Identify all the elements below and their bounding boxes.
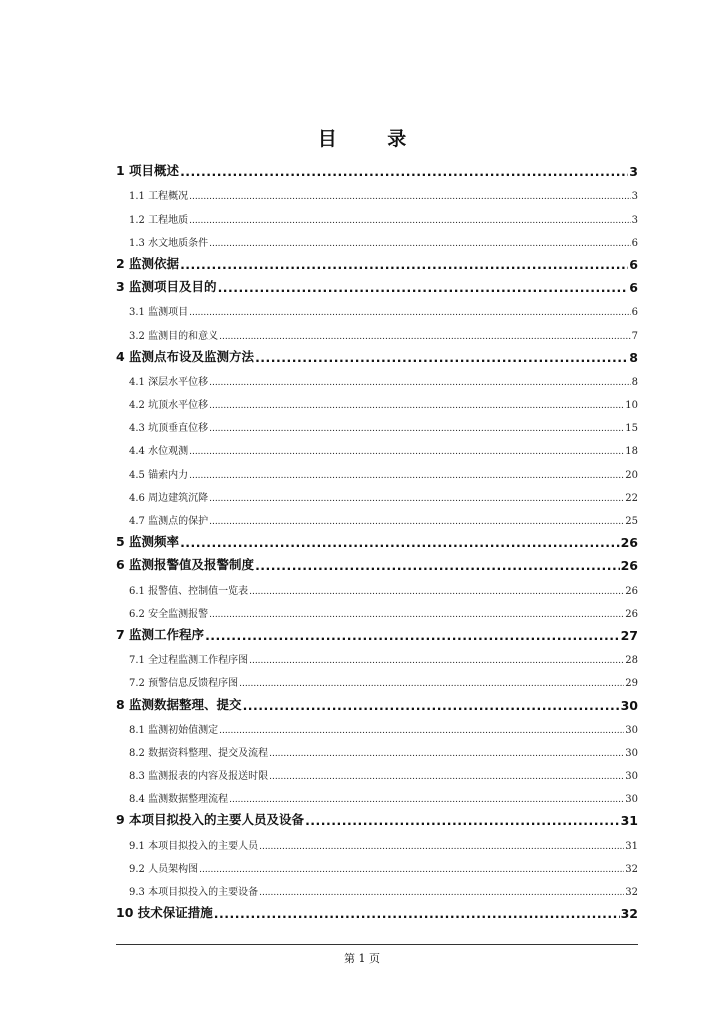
toc-entry-page: 3 xyxy=(631,191,638,203)
toc-entry-chapter[interactable] xyxy=(116,550,638,573)
toc-entry-chapter[interactable] xyxy=(116,527,638,550)
toc-entry-label: 4.7 监测点的保护 xyxy=(129,516,209,527)
toc-entry-label: 9.1 本项目拟投入的主要人员 xyxy=(129,840,259,852)
toc-entry-section[interactable] xyxy=(116,388,638,411)
toc-entry-label: 10 技术保证措施 xyxy=(116,905,213,921)
toc-entry-page: 6 xyxy=(631,307,638,319)
toc-entry-label: 4.4 水位观测 xyxy=(129,446,189,458)
toc-entry-label: 8.3 监测报表的内容及报送时限 xyxy=(129,771,269,783)
toc-dot-leader xyxy=(305,816,620,829)
toc-dot-leader xyxy=(180,259,628,272)
toc-dot-leader xyxy=(209,401,624,411)
toc-entry-page: 8 xyxy=(629,349,638,365)
toc-dot-leader xyxy=(180,538,620,551)
toc-entry-chapter[interactable] xyxy=(116,272,638,295)
toc-entry-page: 7 xyxy=(631,330,638,342)
toc-entry-label: 4.2 坑顶水平位移 xyxy=(129,400,209,412)
toc-entry-section[interactable] xyxy=(116,828,638,851)
toc-dot-leader xyxy=(209,378,631,388)
toc-entry-chapter[interactable] xyxy=(116,249,638,272)
toc-entry-label: 2 监测依据 xyxy=(116,255,180,271)
toc-entry-page: 30 xyxy=(625,747,638,759)
toc-entry-section[interactable] xyxy=(116,457,638,480)
toc-dot-leader xyxy=(189,216,631,226)
toc-entry-page: 6 xyxy=(629,280,638,296)
toc-dot-leader xyxy=(214,909,620,922)
toc-entry-section[interactable] xyxy=(116,226,638,249)
toc-dot-leader xyxy=(255,352,628,365)
toc-entry-label: 1 项目概述 xyxy=(116,163,180,179)
toc-entry-label: 3.2 监测目的和意义 xyxy=(129,330,219,342)
toc-dot-leader xyxy=(180,167,628,180)
toc-dot-leader xyxy=(189,308,631,318)
toc-entry-chapter[interactable] xyxy=(116,689,638,712)
table-of-contents xyxy=(116,156,638,921)
toc-entry-chapter[interactable] xyxy=(116,156,638,179)
toc-dot-leader xyxy=(229,795,624,805)
toc-entry-page: 6 xyxy=(631,237,638,249)
toc-entry-label: 3 监测项目及目的 xyxy=(116,279,217,295)
footer-divider xyxy=(116,944,638,945)
toc-entry-label: 8.4 监测数据整理流程 xyxy=(129,794,229,806)
toc-entry-page: 6 xyxy=(629,256,638,272)
toc-entry-section[interactable] xyxy=(116,782,638,805)
toc-dot-leader xyxy=(199,865,624,875)
toc-entry-label: 8.2 数据资料整理、提交及流程 xyxy=(129,747,269,759)
toc-dot-leader xyxy=(189,192,631,202)
toc-entry-section[interactable] xyxy=(116,597,638,620)
toc-entry-page: 32 xyxy=(625,887,638,898)
toc-entry-page: 32 xyxy=(625,863,638,875)
toc-dot-leader xyxy=(189,447,624,457)
toc-entry-label: 4.6 周边建筑沉降 xyxy=(129,492,209,504)
toc-entry-page: 30 xyxy=(625,724,638,736)
toc-entry-label: 4.3 坑顶垂直位移 xyxy=(129,423,209,435)
toc-entry-page: 30 xyxy=(625,771,638,783)
toc-entry-section[interactable] xyxy=(116,295,638,318)
toc-entry-page: 26 xyxy=(620,558,638,574)
toc-entry-section[interactable] xyxy=(116,504,638,527)
toc-entry-page: 20 xyxy=(625,469,638,481)
toc-entry-label: 9 本项目拟投入的主要人员及设备 xyxy=(116,812,305,828)
toc-dot-leader xyxy=(239,679,624,689)
toc-dot-leader xyxy=(259,888,624,898)
toc-entry-label: 6 监测报警值及报警制度 xyxy=(116,557,255,573)
toc-entry-page: 3 xyxy=(629,164,638,180)
toc-entry-section[interactable] xyxy=(116,666,638,689)
toc-dot-leader xyxy=(209,424,624,434)
toc-entry-section[interactable] xyxy=(116,365,638,388)
toc-entry-page: 18 xyxy=(625,446,638,458)
toc-entry-section[interactable] xyxy=(116,434,638,457)
toc-entry-page: 26 xyxy=(625,608,638,620)
toc-dot-leader xyxy=(269,749,624,759)
toc-entry-chapter[interactable] xyxy=(116,898,638,921)
toc-entry-page: 29 xyxy=(625,678,638,690)
toc-entry-label: 9.3 本项目拟投入的主要设备 xyxy=(129,887,259,898)
toc-entry-section[interactable] xyxy=(116,573,638,596)
toc-dot-leader xyxy=(219,332,631,342)
toc-entry-page: 25 xyxy=(625,516,638,527)
toc-entry-page: 22 xyxy=(625,492,638,504)
toc-entry-label: 3.1 监测项目 xyxy=(129,307,189,319)
toc-dot-leader xyxy=(219,726,624,736)
toc-entry-section[interactable] xyxy=(116,759,638,782)
toc-entry-section[interactable] xyxy=(116,643,638,666)
toc-entry-label: 5 监测频率 xyxy=(116,534,180,550)
toc-dot-leader xyxy=(269,772,624,782)
toc-entry-page: 26 xyxy=(620,535,638,551)
toc-entry-page: 27 xyxy=(620,627,638,643)
toc-entry-chapter[interactable] xyxy=(116,805,638,828)
toc-dot-leader xyxy=(209,494,624,504)
toc-entry-label: 4.5 锚索内力 xyxy=(129,469,189,481)
toc-entry-chapter[interactable] xyxy=(116,342,638,365)
toc-entry-section[interactable] xyxy=(116,852,638,875)
toc-entry-section[interactable] xyxy=(116,318,638,341)
toc-entry-section[interactable] xyxy=(116,875,638,898)
toc-dot-leader xyxy=(189,471,624,481)
page-title: 目 录 xyxy=(317,128,429,150)
toc-entry-page: 10 xyxy=(625,400,638,412)
toc-entry-section[interactable] xyxy=(116,736,638,759)
toc-entry-chapter[interactable] xyxy=(116,620,638,643)
toc-entry-page: 28 xyxy=(625,655,638,667)
toc-entry-label: 1.3 水文地质条件 xyxy=(129,237,209,249)
page-number: 第 1 页 xyxy=(344,952,380,965)
toc-entry-page: 3 xyxy=(631,214,638,226)
toc-dot-leader xyxy=(218,283,629,296)
toc-entry-page: 30 xyxy=(620,697,638,713)
toc-dot-leader xyxy=(205,630,620,643)
toc-entry-label: 7.2 预警信息反馈程序图 xyxy=(129,678,239,690)
toc-entry-page: 30 xyxy=(625,794,638,806)
toc-entry-label: 6.2 安全监测报警 xyxy=(129,608,209,620)
toc-dot-leader xyxy=(243,700,620,713)
toc-dot-leader xyxy=(209,610,624,620)
toc-entry-label: 9.2 人员架构图 xyxy=(129,863,199,875)
toc-entry-section[interactable] xyxy=(116,179,638,202)
toc-dot-leader xyxy=(255,561,620,574)
toc-entry-page: 32 xyxy=(620,906,638,922)
toc-entry-label: 8 监测数据整理、提交 xyxy=(116,696,242,712)
toc-entry-label: 7.1 全过程监测工作程序图 xyxy=(129,655,249,667)
toc-dot-leader xyxy=(209,239,631,249)
toc-entry-label: 7 监测工作程序 xyxy=(116,626,205,642)
toc-entry-label: 1.2 工程地质 xyxy=(129,214,189,226)
toc-entry-label: 4.1 深层水平位移 xyxy=(129,376,209,388)
toc-entry-page: 31 xyxy=(620,813,638,829)
toc-dot-leader xyxy=(259,842,624,852)
toc-dot-leader xyxy=(249,587,624,597)
toc-entry-page: 8 xyxy=(631,376,638,388)
toc-entry-label: 4 监测点布设及监测方法 xyxy=(116,348,255,364)
toc-entry-section[interactable] xyxy=(116,481,638,504)
toc-entry-label: 8.1 监测初始值测定 xyxy=(129,724,219,736)
toc-entry-page: 26 xyxy=(625,585,638,597)
toc-entry-label: 1.1 工程概况 xyxy=(129,191,189,203)
toc-entry-label: 6.1 报警值、控制值一览表 xyxy=(129,585,249,597)
toc-dot-leader xyxy=(249,656,624,666)
toc-entry-section[interactable] xyxy=(116,713,638,736)
toc-entry-page: 31 xyxy=(625,840,638,852)
toc-entry-page: 15 xyxy=(625,423,638,435)
toc-dot-leader xyxy=(209,517,624,527)
toc-entry-section[interactable] xyxy=(116,411,638,434)
toc-entry-section[interactable] xyxy=(116,202,638,225)
